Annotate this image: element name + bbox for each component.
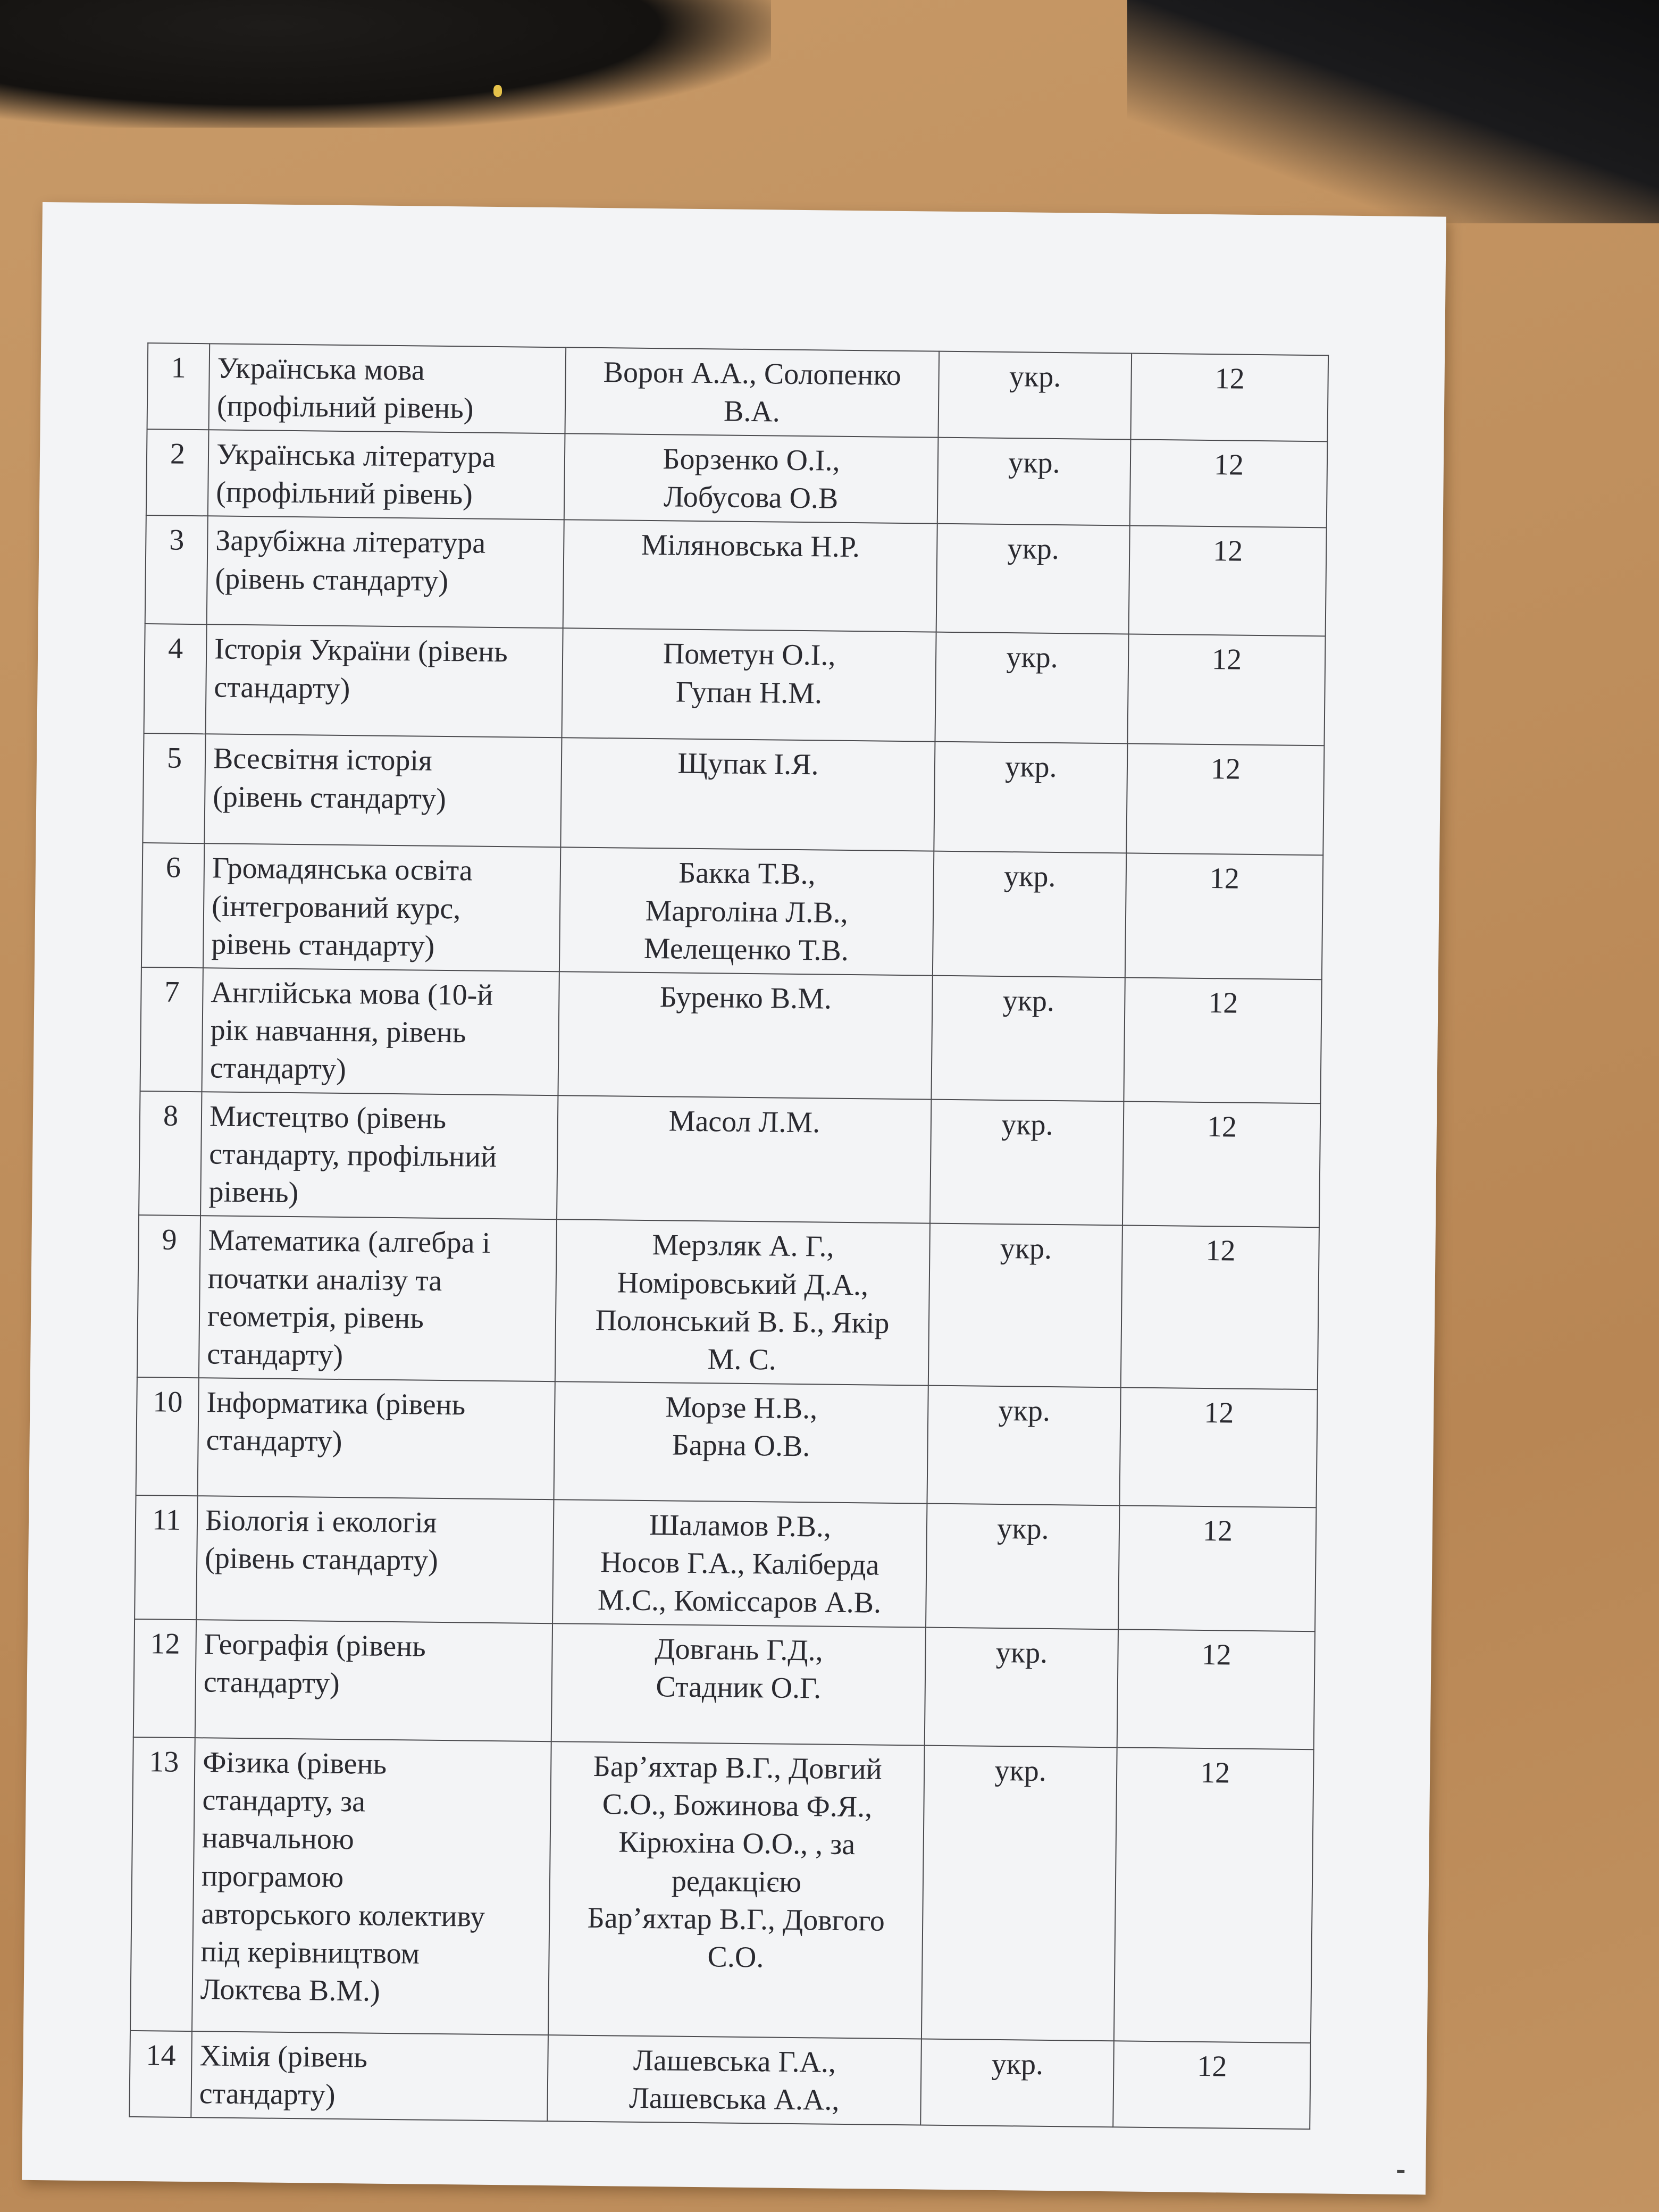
author-line: С.О. [707,1940,764,1974]
subject-line: Фізика (рівень [202,1746,387,1781]
class-cell: 12 [1113,2041,1311,2129]
class-cell: 12 [1124,977,1321,1103]
author-line: Гупан Н.М. [675,675,823,710]
document-sheet [22,202,1446,2194]
language-cell: укр. [931,975,1125,1101]
language-cell: укр. [925,1628,1118,1748]
class-cell: 12 [1126,744,1324,856]
class-cell: 12 [1121,1226,1319,1389]
author-line: Бар’яхтар В.Г., Довгий [593,1750,883,1786]
authors-cell [555,1220,930,1386]
subject-line: Географія (рівень [204,1628,426,1663]
textbook-table [129,342,1329,2130]
row-number: 13 [130,1737,195,2031]
subject-line: стандарту) [214,670,350,705]
subject-line: (профільний рівень) [215,475,473,512]
subject-line: стандарту) [203,1665,340,1700]
author-line: Масол Л.М. [668,1104,820,1139]
subject-line: геометрія, рівень [207,1300,424,1335]
subject-line: програмою [201,1859,344,1894]
author-line: Носов Г.А., Каліберда [600,1546,879,1582]
subject-cell [196,1496,554,1623]
subject-line: під керівництвом [200,1935,420,1971]
desk-crumb [493,85,502,97]
table-row [147,343,1329,441]
subject-cell [192,1738,551,2035]
dark-object-top-left [0,0,771,128]
subject-cell [203,844,560,971]
language-cell: укр. [920,2039,1114,2127]
authors-cell [559,848,934,976]
table-row [143,733,1324,855]
subject-line: стандарту) [206,1423,342,1458]
subject-line: (інтегрований курс, [211,889,461,925]
author-line: Щупак І.Я. [677,747,819,782]
authors-cell [547,2035,921,2125]
subject-line: Українська література [216,438,496,474]
language-cell: укр. [933,851,1126,977]
authors-cell [563,520,937,632]
language-cell: укр. [938,351,1132,440]
author-line: М. С. [707,1342,777,1377]
author-line: Бакка Т.В., [678,857,816,891]
language-cell: укр. [936,524,1130,634]
class-cell: 12 [1122,1101,1320,1227]
author-line: Мелещенко Т.В. [643,932,849,967]
author-line: Лашевська А.А., [629,2082,840,2117]
author-line: Шаламов Р.В., [649,1508,832,1544]
authors-cell [558,971,932,1100]
author-line: С.О., Божинова Ф.Я., [602,1788,873,1824]
author-line: М.С., Коміссаров А.В. [597,1583,882,1620]
authors-cell [557,1095,931,1224]
class-cell: 12 [1130,353,1328,441]
subject-line: стандарту, профільний [208,1137,497,1174]
author-line: В.А. [723,395,781,429]
language-cell: укр. [927,1385,1120,1505]
table-row [144,624,1326,745]
author-line: Міляновська Н.Р. [641,529,860,564]
subject-line: стандарту) [199,2077,336,2112]
subject-cell [204,734,562,848]
subject-line: Математика (алгебра і [208,1224,491,1260]
subject-line: Громадянська освіта [212,851,473,887]
author-line: Пометун О.І., [663,637,836,673]
row-number: 4 [144,624,207,734]
author-line: Барна О.В. [672,1428,810,1463]
subject-cell [191,2031,548,2121]
subject-cell [202,968,559,1095]
author-line: Ворон А.А., Солопенко [603,356,901,392]
row-number: 6 [141,843,204,968]
subject-line: Локтєва В.М.) [200,1973,381,2008]
subject-line: стандарту) [210,1051,347,1086]
row-number: 11 [135,1495,197,1620]
row-number: 12 [133,1619,196,1738]
author-line: Довгань Г.Д., [655,1632,823,1668]
class-cell: 12 [1118,1505,1316,1631]
page-mark [1397,2170,1404,2173]
subject-cell [195,1620,552,1741]
subject-cell [209,343,566,433]
authors-cell [551,1623,926,1745]
subject-line: (профільний рівень) [216,389,474,425]
table-row [146,429,1328,527]
subject-line: стандарту, за [202,1783,366,1819]
subject-line: початки аналізу та [207,1261,442,1297]
author-line: Мерзляк А. Г., [652,1228,834,1264]
authors-cell [564,434,939,524]
author-line: Морзе Н.В., [665,1390,818,1426]
subject-cell [199,1216,557,1381]
language-cell: укр. [930,1100,1124,1226]
author-line: Борзенко О.І., [663,442,840,477]
authors-cell [565,347,939,438]
dark-object-top-right [1127,0,1659,223]
subject-line: Українська мова [217,351,425,387]
author-line: Кірюхіна О.О., , за [618,1825,856,1862]
subject-line: Біологія і екологія [205,1504,437,1539]
class-cell: 12 [1114,1748,1314,2043]
subject-line: Історія України (рівень [214,632,508,669]
subject-line: рівень) [208,1175,299,1210]
table-row [136,1377,1318,1507]
row-number: 9 [137,1215,200,1378]
table-row [140,967,1322,1104]
subject-line: стандарту) [207,1337,343,1372]
class-cell: 12 [1125,853,1323,979]
row-number: 8 [139,1091,202,1216]
table-row [141,843,1323,979]
authors-cell [562,629,936,742]
author-line: Номіровський Д.А., [617,1266,869,1302]
class-cell: 12 [1130,440,1328,528]
table-row [139,1091,1320,1228]
table-row [130,1737,1314,2043]
subject-line: Зарубіжна література [215,524,486,560]
class-cell: 12 [1119,1387,1317,1507]
row-number: 5 [143,733,205,843]
language-cell: укр. [928,1224,1122,1387]
authors-cell [560,738,935,851]
author-line: Лашевська Г.А., [633,2044,836,2080]
subject-cell [200,1092,558,1219]
subject-line: (рівень стандарту) [212,780,447,816]
authors-cell [554,1381,928,1503]
language-cell: укр. [935,632,1128,744]
subject-cell [206,625,563,738]
subject-line: Всесвітня історія [213,742,433,778]
subject-line: рік навчання, рівень [210,1013,466,1050]
subject-line: Англійська мова (10-й [211,976,493,1012]
table-row [145,516,1327,636]
subject-line: Мистецтво (рівень [209,1100,447,1136]
author-line: Лобусова О.В [663,480,839,516]
author-line: Марголіна Л.В., [645,894,848,929]
subject-line: авторського колективу [200,1897,485,1933]
author-line: Бар’яхтар В.Г., Довгого [587,1901,885,1938]
row-number: 10 [136,1377,199,1496]
table-row [133,1619,1315,1749]
authors-cell [552,1499,927,1628]
class-cell: 12 [1127,634,1325,746]
author-line: Стадник О.Г. [656,1670,822,1705]
row-number: 3 [145,516,208,625]
subject-line: (рівень стандарту) [204,1541,439,1577]
class-cell: 12 [1117,1630,1315,1750]
table-body [129,343,1328,2129]
class-cell: 12 [1129,526,1327,636]
row-number: 7 [140,967,203,1092]
subject-cell [198,1378,555,1499]
author-line: Буренко В.М. [659,981,832,1016]
row-number: 14 [129,2031,192,2117]
subject-line: рівень стандарту) [211,927,435,963]
author-line: Полонський В. Б., Якір [595,1303,890,1340]
subject-cell [207,516,564,629]
language-cell: укр. [937,438,1131,526]
subject-line: навчальною [202,1821,355,1856]
language-cell: укр. [926,1503,1119,1629]
row-number: 1 [147,343,210,430]
table-row [135,1495,1316,1632]
table-row [137,1215,1319,1389]
author-line: редакцією [671,1864,802,1899]
language-cell: укр. [934,742,1127,853]
subject-line: Інформатика (рівень [206,1386,466,1422]
table-row [129,2031,1311,2129]
language-cell: укр. [921,1746,1117,2041]
subject-line: Хімія (рівень [199,2039,368,2074]
row-number: 2 [146,429,209,516]
subject-cell [208,430,565,520]
authors-cell [548,1741,925,2039]
subject-line: (рівень стандарту) [215,562,449,598]
